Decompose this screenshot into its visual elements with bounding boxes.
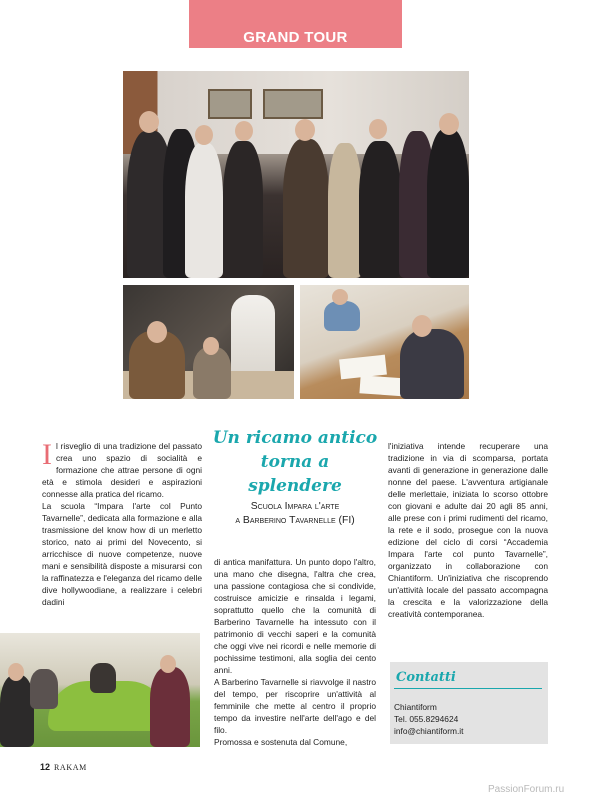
barberino-paragraph: A Barberino Tavarnelle si riavvolge il nastro del tempo, per riscoprire un'attività al femminile che mette al centro il proprio tempo da investire nell'arte dell'ago e del filo. bbox=[214, 677, 376, 735]
contact-name: Chiantiform bbox=[394, 702, 437, 712]
contacts-heading: Contatti bbox=[396, 670, 456, 685]
magazine-name: RAKAM bbox=[54, 763, 87, 772]
intro-paragraph: l risveglio di una tradizione del passato crea uno spazio di socialità e formazione che attrae persone di ogni età e stimola desideri e aspirazioni connesse alla pratica del ricamo. bbox=[42, 441, 202, 499]
article-headline bbox=[212, 426, 378, 498]
school-paragraph: La scuola “Impara l'arte col Punto Tavarnelle”, dedicata alla formazione e alla trasmissione del know how di un merletto storico, nato ai primi del Novecento, si arricchisce di nuove competenze, nuove mani e sensibilità disposte a misurarsi con la raffinatezza e l'eleganza del ricamo delle dive hollywoodiane, a realizzare i celebri dadini bbox=[42, 501, 202, 607]
section-title: GRAND TOUR bbox=[243, 29, 348, 46]
craft-paragraph: di antica manifattura. Un punto dopo l'altro, una mano che disegna, l'altra che crea, una passione contagiosa che si condivide, costruisce amicizie e rinsalda i legami, soprattutto quello che la comunità di Barberino Tavarnelle ha intessuto con il patrimonio di vecchi saperi e la comunità che oggi vive nei ricordi e nelle memorie di pochissime testimoni, alla soglia dei cento anni. bbox=[214, 557, 376, 675]
contact-email[interactable]: info@chiantiform.it bbox=[394, 726, 464, 736]
class-photo-green-table bbox=[0, 633, 200, 747]
section-banner bbox=[189, 0, 402, 48]
article-subtitle bbox=[212, 500, 378, 528]
article-column-2 bbox=[214, 556, 376, 748]
page-number: 12 bbox=[40, 762, 51, 772]
promoted-paragraph: Promossa e sostenuta dal Comune, bbox=[214, 737, 348, 747]
subtitle-line-2: a Barberino Tavarnelle (FI) bbox=[235, 515, 355, 526]
article-column-3 bbox=[388, 440, 548, 620]
subtitle-line-1: Scuola Impara l'arte bbox=[250, 501, 340, 512]
contact-phone: Tel. 055.8294624 bbox=[394, 714, 459, 724]
article-column-1 bbox=[42, 440, 202, 608]
workshop-table-photo bbox=[300, 285, 469, 399]
site-watermark: PassionForum.ru bbox=[488, 784, 565, 795]
headline-line-2: torna a splendere bbox=[248, 452, 342, 496]
group-photo bbox=[123, 71, 469, 278]
headline-line-1: Un ricamo antico bbox=[212, 428, 378, 448]
initiative-paragraph: l'iniziativa intende recuperare una tradizione in via di scomparsa, portata avanti di generazione in generazione dalle nonne del paese. L'avventura artigianale delle merlettaie, iniziata lo scorso ottobre con giovani e adulte dai 20 agli 85 anni, alle prese con i primi rudimenti del ricamo, la rete e il sodo, prosegue con la nuova edizione del ciclo di corsi “Accademia Impara l'arte col punto Tavarnelle”, organizzato in collaborazione con Chiantiform. Un'iniziativa che riscoprendo un'attività locale del passato accompagna la crescita e la valorizzazione della creatività contemporanea. bbox=[388, 441, 548, 619]
drop-cap: I bbox=[42, 438, 52, 471]
contacts-box bbox=[390, 662, 548, 744]
embroidery-photo-elderly-women bbox=[123, 285, 294, 399]
contacts-divider bbox=[394, 688, 542, 689]
